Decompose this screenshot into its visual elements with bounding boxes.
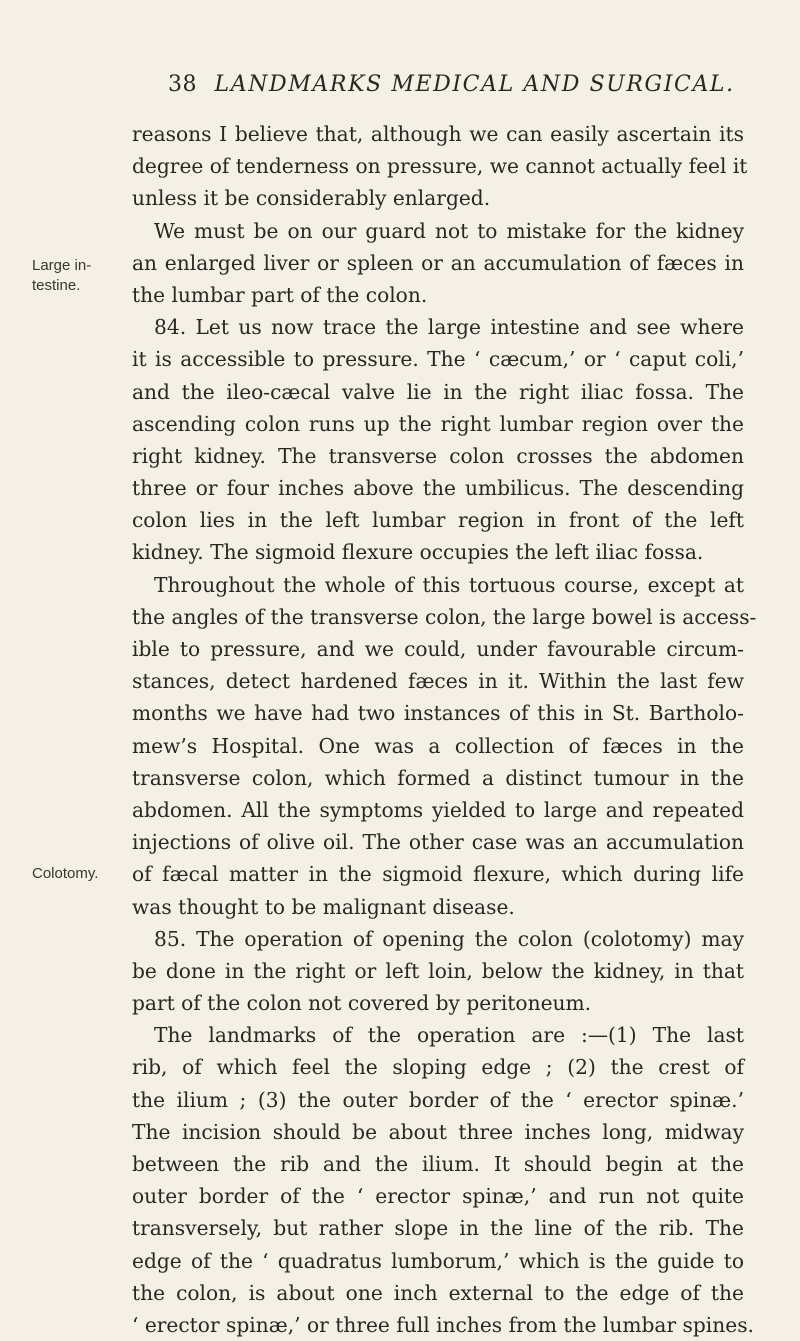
text-line: abdomen. All the symptoms yielded to large and repeated [132, 797, 744, 822]
text-line: the colon, is about one inch external to the edge of the [132, 1280, 744, 1305]
running-title: LANDMARKS MEDICAL AND SURGICAL. [214, 72, 735, 97]
text-line: ‘ erector spinæ,’ or three full inches from the lumbar spines. [132, 1312, 754, 1337]
text-line: ascending colon runs up the right lumbar region over the [132, 411, 744, 436]
running-header [168, 72, 735, 97]
text-line: part of the colon not covered by peritoneum. [132, 991, 592, 1016]
text-line: transverse colon, which formed a distinct tumour in the [132, 765, 744, 790]
text-line: The incision should be about three inches long, midway [132, 1119, 744, 1144]
text-line: of fæcal matter in the sigmoid flexure, which during life [132, 862, 744, 887]
text-line: transversely, but rather slope in the line of the rib. The [132, 1216, 744, 1241]
margin-note-large-intestine [32, 256, 91, 296]
text-line: The landmarks of the operation are :—(1) The last [154, 1023, 744, 1048]
text-line: We must be on our guard not to mistake for the kidney [154, 218, 744, 243]
margin-note-colotomy [32, 864, 98, 884]
text-line: ible to pressure, and we could, under favourable circum- [132, 637, 744, 661]
text-line: an enlarged liver or spleen or an accumulation of fæces in [132, 250, 744, 275]
text-line: the ilium ; (3) the outer border of the ‘ erector spinæ.’ [132, 1087, 744, 1112]
text-line: Throughout the whole of this tortuous course, except at [154, 572, 744, 597]
text-line: was thought to be malignant disease. [132, 894, 515, 919]
page-number: 38 [168, 72, 197, 97]
text-line: and the ileo-cæcal valve lie in the right iliac fossa. The [132, 379, 744, 404]
text-line: unless it be considerably enlarged. [132, 186, 491, 211]
text-line: be done in the right or left loin, below the kidney, in that [132, 958, 744, 983]
text-line: reasons I believe that, although we can easily ascertain its [132, 122, 744, 146]
text-line: outer border of the ‘ erector spinæ,’ and run not quite [132, 1184, 744, 1209]
text-line: right kidney. The transverse colon crosses the abdomen [132, 443, 744, 468]
text-line: months we have had two instances of this in St. Bartholo- [132, 701, 744, 726]
text-line: rib, of which feel the sloping edge ; (2) the crest of [132, 1055, 744, 1080]
margin-note-line: Large in- [32, 257, 92, 274]
text-line: injections of olive oil. The other case was an accumulation [132, 830, 744, 855]
text-line: stances, detect hardened fæces in it. Within the last few [132, 669, 744, 694]
text-line: colon lies in the left lumbar region in front of the left [132, 508, 744, 533]
text-line: three or four inches above the umbilicus. The descending [132, 476, 744, 501]
text-line: the angles of the transverse colon, the large bowel is access- [132, 604, 757, 629]
text-line: 85. The operation of opening the colon (colotomy) may [154, 926, 744, 951]
body-text [132, 118, 757, 1341]
text-line: degree of tenderness on pressure, we cannot actually feel it [132, 154, 748, 179]
margin-note-line: Colotomy. [32, 865, 99, 882]
text-line: the lumbar part of the colon. [132, 282, 428, 307]
margin-note-line: testine. [32, 277, 81, 294]
text-line: between the rib and the ilium. It should begin at the [132, 1152, 744, 1176]
text-line: 84. Let us now trace the large intestine and see where [154, 315, 744, 340]
text-line: edge of the ‘ quadratus lumborum,’ which is the guide to [132, 1248, 744, 1273]
text-line: it is accessible to pressure. The ‘ cæcum,’ or ‘ caput coli,’ [132, 347, 744, 372]
text-line: kidney. The sigmoid flexure occupies the left iliac fossa. [132, 540, 704, 565]
text-line: mew’s Hospital. One was a collection of fæces in the [132, 733, 744, 758]
